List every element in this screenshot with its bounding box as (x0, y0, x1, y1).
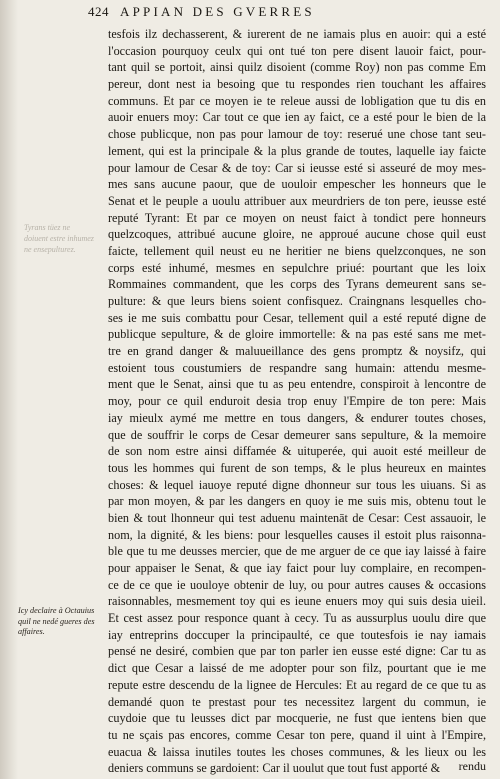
text-line: quelzcoques, attribué aucune gloire, ne approué aucune chose quil eust (108, 227, 486, 242)
running-title: APPIAN DES GVERRES (120, 4, 315, 19)
text-line: choses: & lequel iauoye reputé digne dhonneur sur tous les uiuans. Si as (108, 477, 486, 492)
text-line: tesfois ilz dechasserent, & iurerent de ne iamais plus en auoir: qui a esté (108, 27, 486, 41)
text-line: ses ie me suis combattu pour Cesar, tellement quil a esté reputé digne de (108, 310, 486, 325)
text-line: raisonnables, mesmement toy qui es ieune enuers moy qui suis desia uieil. (108, 594, 486, 609)
text-line: de son nom estre ainsi diffamée & uituperée, qui auoit esté meilleur de (108, 444, 486, 459)
text-line: communs. Et par ce moyen ie te releue aussi de lobligation que tu dis en (108, 93, 486, 108)
text-line: pulture: & que leurs biens soient confisquez. Craingnans lesquelles cho- (108, 294, 486, 308)
text-line: publicque sepulture, & de gloire immortelle: & na pas esté sans me met- (108, 327, 486, 342)
text-line: Rommaines commandent, que les corps des Tyrans demeurent sans se- (108, 277, 486, 292)
page-number: 424 (88, 4, 109, 19)
text-line: nom, la dignité, & les biens: pour lesquelles causes il estoit plus raisonna- (108, 527, 486, 542)
text-line: iay mieulx aymé me mettre en tous dangers, & endurer toutes choses, (108, 410, 486, 425)
text-line: tre en grand danger & maluueillance des gens promptz & noysifz, qui (108, 344, 486, 359)
text-line: tous les hommes qui furent de son temps, & le plus heureux en maintes (108, 460, 486, 475)
text-line: Senat et le peuple a uoulu attribuer aux meurdriers de ton pere, ieusse esté (108, 193, 486, 208)
text-line: par mon moyen, & par les dangers en quoy ie me suis mis, obtenu tout le (108, 494, 486, 509)
text-line: tant quil se portoit, ainsi quilz disoient (comme Roy) non pas comme Em (108, 60, 486, 75)
text-line: pour appaiser le Senat, & que iay faict pour luy complaire, en recompen- (108, 561, 486, 575)
text-line: mes sans aucune paour, que de uouloir empescher les honneurs que le (108, 177, 486, 192)
text-line: que de souffrir le corps de Cesar demeurer sans sepulture, & la memoire (108, 427, 486, 442)
text-line: iay entreprins doccuper la principaulté, ce que toutesfois ie nay iamais (108, 627, 486, 642)
body-text (108, 26, 486, 777)
text-line: Et cest assez pour responce quant à cecy. Tu as aussurplus uoulu dire que (108, 611, 486, 626)
text-line: ment que le Senat, ainsi que tu as peu entendre, conspiroit à lencontre de (108, 377, 486, 392)
text-line: dict que Cesar a laissé de me adopter pour son filz, pourtant que ie me (108, 661, 486, 676)
text-line: cuydoie que tu leusses dict par mocquerie, ne fust que ientens bien que (108, 711, 486, 726)
text-line: auoir enuers moy: Car tout ce que ien ay faict, ce a esté pour le bien de la (108, 110, 486, 125)
page-header (88, 4, 488, 22)
text-line: ble que tu me deusses mercier, que de me arguer de ce que iay laissé à faire (108, 544, 486, 559)
text-line: tu ne sçais pas encores, comme Cesar ton pere, quand il uint à l'Empire, (108, 727, 486, 742)
text-line: l'occasion pourquoy ceulx qui ont tué ton pere disent lauoir faict, pour- (108, 43, 486, 58)
text-line: ce de ce que ie uouloye obtenir de luy, ou pour autres causes & occasions (108, 577, 486, 592)
text-line: pereur, dont nest ia besoing que tu respondes rien touchant les affaires (108, 77, 486, 92)
text-line: moy, pour ce quil enduroit desia trop enuy l'Empire de ton pere: Mais (108, 394, 486, 409)
text-line: lement, qui est la principale & la plus grande de toutes, laquelle iay faicte (108, 143, 486, 158)
text-line: repute estre descendu de la lignee de Hercules: Et au regard de ce que tu as (108, 677, 486, 692)
text-line: euacua & laissa inutiles toutes les choses communes, & les lieux ou les (108, 744, 486, 759)
text-line: deniers communs se gardoient: Car il uoulut que tout fust apporté & (108, 761, 441, 776)
text-line: estoient tous coustumiers de respandre sang humain: attendu mesme- (108, 360, 486, 375)
text-line: pensé ne desiré, combien que par ton parler ien eusse esté digne: Car tu as (108, 644, 486, 659)
text-line: corps esté inhumé, mesmes en sepulchre priué: pourtant que les loix (108, 260, 486, 275)
show-through-margin-note: Tyrans tüez ne doiuent estre inhumez ne ensepulturez. (24, 223, 94, 254)
text-line: demandé quon te prestast pour tes necessitez largent du commun, ie (108, 694, 486, 709)
text-line: pour lamour de Cesar & de toy: Car si ieusse esté si asseuré de moy mes- (108, 160, 486, 175)
text-line: chose publicque, non pas pour lamour de toy: reserué une chose tant seu- (108, 127, 486, 142)
text-line: bien & tout lhonneur qui test aduenu maintenāt de Cesar: Cest assauoir, le (108, 510, 486, 525)
catchword: rendu (458, 759, 486, 773)
text-line: reputé Tyrant: Et par ce moyen on neust faict à tondict pere honneurs (108, 210, 486, 225)
margin-note: Icy declaire à Octauius quil ne nedé gueres des affaires. (18, 606, 95, 636)
text-line: faicte, tellement quil neust eu ne heritier ne biens quelzconques, ne son (108, 243, 486, 258)
